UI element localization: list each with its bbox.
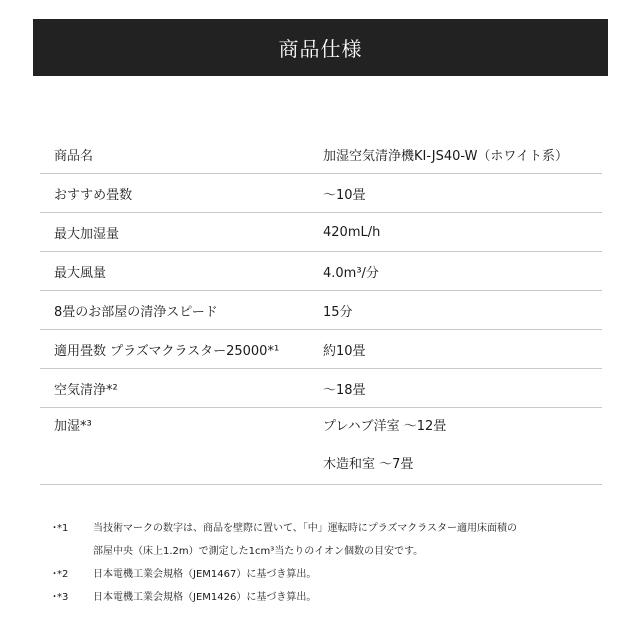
spec-value: 15分 [323, 304, 353, 320]
spec-value: 〜10畳 [323, 187, 366, 203]
footnote-text: 日本電機工業会規格（JEM1467）に基づき算出。 [93, 569, 317, 580]
footnote-mark [52, 540, 93, 563]
page-title: 商品仕様 [278, 37, 363, 61]
spec-value: 木造和室 〜7畳 [323, 457, 414, 472]
spec-row-humidification [40, 408, 602, 485]
spec-value: プレハブ洋室 〜12畳 [323, 419, 447, 434]
spec-value: 4.0m³/分 [323, 265, 379, 281]
footnote-text: 当技術マークの数字は、商品を壁際に置いて、「中」運転時にプラズマクラスター適用床面積の [93, 523, 517, 534]
spec-label: 加湿*³ [54, 419, 92, 434]
footnote [52, 586, 612, 609]
spec-row-max-airflow [40, 252, 602, 291]
section-header [33, 19, 608, 76]
spec-row-max-humidification [40, 213, 602, 252]
spec-label: 最大加湿量 [54, 226, 120, 242]
footnote [52, 540, 612, 563]
spec-label: おすすめ畳数 [54, 187, 133, 203]
spec-label: 空気清浄*² [54, 382, 118, 398]
spec-table [40, 135, 602, 485]
spec-value: 加湿空気清浄機KI-JS40-W（ホワイト系） [323, 148, 569, 164]
spec-label: 商品名 [54, 148, 94, 164]
spec-row-air-cleaning [40, 369, 602, 408]
spec-label: 8畳のお部屋の清浄スピード [54, 304, 218, 320]
spec-row-cleaning-speed [40, 291, 602, 330]
footnotes [52, 517, 612, 609]
spec-value: 420mL/h [323, 224, 381, 240]
footnote [52, 563, 612, 586]
spec-value-group [309, 408, 602, 484]
spec-row-plasmacluster-area [40, 330, 602, 369]
spec-value: 約10畳 [323, 343, 366, 359]
spec-row-product-name [40, 135, 602, 174]
spec-row-recommended-area [40, 174, 602, 213]
spec-label: 適用畳数 プラズマクラスター25000*¹ [54, 343, 280, 359]
footnote-text: 部屋中央（床上1.2m）で測定した1cm³当たりのイオン個数の目安です。 [93, 546, 424, 557]
footnote-mark: ･*1 [52, 523, 69, 534]
footnote-mark: ･*3 [52, 592, 69, 603]
footnote [52, 517, 612, 540]
spec-value: 〜18畳 [323, 382, 366, 398]
footnote-mark: ･*2 [52, 569, 69, 580]
spec-label: 最大風量 [54, 265, 107, 281]
footnote-text: 日本電機工業会規格（JEM1426）に基づき算出。 [93, 592, 317, 603]
